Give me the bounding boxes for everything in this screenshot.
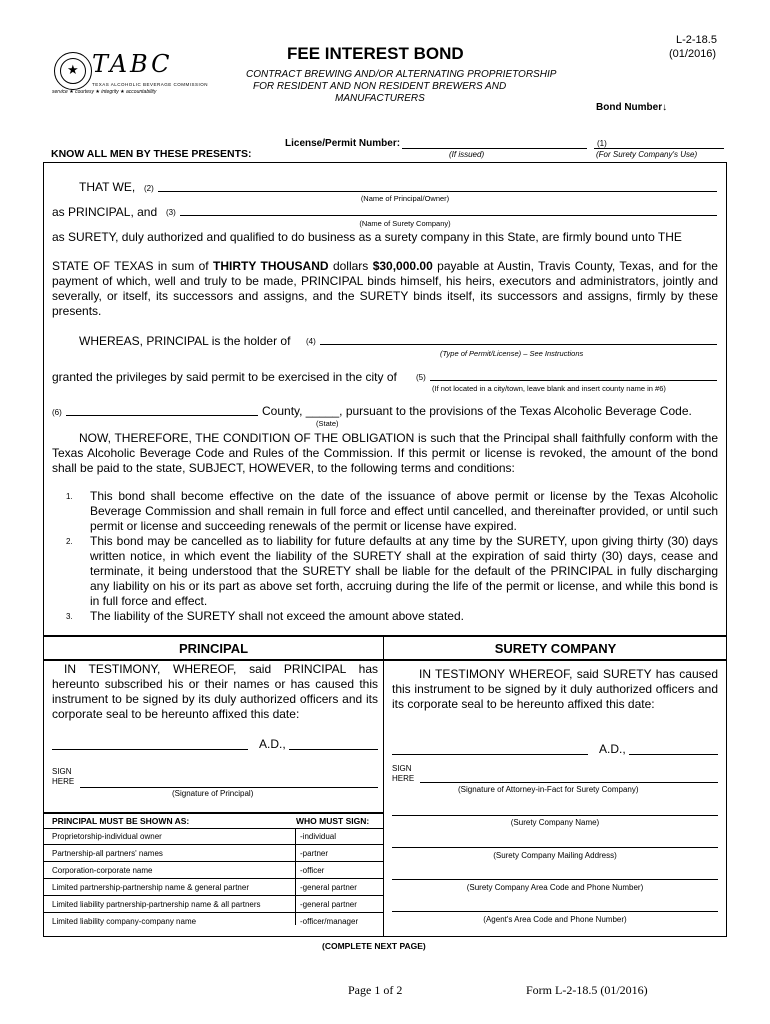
p1-c: dollars <box>332 259 369 273</box>
principal-date-field[interactable] <box>52 749 248 750</box>
surety-date-field[interactable] <box>392 754 588 755</box>
table-row <box>44 862 383 879</box>
principal-signature-caption: (Signature of Principal) <box>172 789 254 798</box>
license-number-field[interactable] <box>402 148 587 149</box>
texas-seal-icon: ★ <box>54 52 92 90</box>
surety-use-label: (For Surety Company's Use) <box>596 150 698 159</box>
entity-cell: Limited liability company-company name <box>52 917 197 926</box>
marker-6: (6) <box>52 408 62 417</box>
surety-mailing-caption: (Surety Company Mailing Address) <box>493 851 617 860</box>
page-title: FEE INTEREST BOND <box>287 44 464 63</box>
who-sign-header: WHO MUST SIGN: <box>296 816 370 826</box>
surety-name-field[interactable] <box>180 215 717 216</box>
term-item <box>66 489 718 534</box>
surety-year-field[interactable] <box>629 754 718 755</box>
table-row <box>44 879 383 896</box>
surety-mailing-field[interactable] <box>392 847 718 848</box>
subtitle-3: MANUFACTURERS <box>335 93 425 104</box>
principal-name-field[interactable] <box>158 191 717 192</box>
bond-number-label: Bond Number↓ <box>596 102 668 113</box>
surety-company-name-field[interactable] <box>392 815 718 816</box>
term-number: 2. <box>66 537 73 546</box>
principal-table-top <box>44 812 383 814</box>
principal-name-caption: (Name of Principal/Owner) <box>360 194 450 203</box>
as-principal-label: as PRINCIPAL, and <box>52 205 158 219</box>
surety-testimony: IN TESTIMONY WHEREOF, said SURETY has caused this instrument to be signed by it duly authorized officers and its corporate seal to be hereunto affixed this date: <box>392 667 718 711</box>
county-line: County, _____, pursuant to the provisions of the Texas Alcoholic Beverage Code. <box>262 404 692 418</box>
now-therefore-paragraph: NOW, THEREFORE, THE CONDITION OF THE OBLIGATION is such that the Principal shall faithfully conform with the Texas Alcoholic Beverage Code and Rules of the Commission. If this permit or license is revoked, the amount of the bond shall be paid to the state, SUBJECT, HOWEVER, to the following terms and conditions: <box>52 431 718 475</box>
table-row <box>44 845 383 862</box>
marker-1: (1) <box>597 139 607 148</box>
principal-table <box>44 828 383 929</box>
entity-cell: Limited liability partnership-partnership name & all partners <box>52 900 261 909</box>
subtitle-2: FOR RESIDENT AND NON RESIDENT BREWERS AND <box>253 81 507 92</box>
city-caption: (If not located in a city/town, leave blank and insert county name in #6) <box>432 384 666 393</box>
license-label: License/Permit Number: <box>285 138 401 149</box>
table-row <box>44 896 383 913</box>
principal-signature-field[interactable] <box>80 787 378 788</box>
term-text: The liability of the SURETY shall not exceed the amount above stated. <box>90 609 464 623</box>
signature-section-top <box>43 635 727 637</box>
surety-phone-caption: (Surety Company Area Code and Phone Number) <box>466 883 644 892</box>
signer-cell: -officer <box>300 866 325 875</box>
city-field[interactable] <box>430 380 717 381</box>
principal-testimony: IN TESTIMONY, WHEREOF, said PRINCIPAL has hereunto subscribed his or their names or has caused this instrument to be signed by its duly authorized officers and its corporate seal to be hereunto affixed this date: <box>52 662 378 721</box>
surety-heading-rule <box>384 659 727 661</box>
bond-number-field[interactable] <box>594 148 724 149</box>
logo-sub1: TEXAS ALCOHOLIC BEVERAGE COMMISSION <box>92 82 209 87</box>
surety-company-name-caption: (Surety Company Name) <box>510 818 600 827</box>
term-item <box>66 534 718 609</box>
logo-sub2: service ★ courtesy ★ integrity ★ accountability <box>52 89 157 95</box>
page-number: Page 1 of 2 <box>348 983 403 997</box>
term-text: This bond may be cancelled as to liability for future defaults at any time by the SURETY, upon giving thirty (30) days written notice, in which event the liability of the SURETY shall at the expiration of said thirty (30) days, cease and terminate, it being understood that the SURETY shall be liable for the default of the PRINCIPAL in fully discharging any liability on his or its part as above set forth, accruing during the life of the permit or license, and while this bond is in full force and effect. <box>90 534 718 608</box>
entity-cell: Limited partnership-partnership name & general partner <box>52 883 249 892</box>
signer-cell: -general partner <box>300 900 357 909</box>
signer-cell: -partner <box>300 849 329 858</box>
logo-text: TABC <box>92 50 173 78</box>
marker-4: (4) <box>306 337 316 346</box>
entity-cell: Proprietorship-individual owner <box>52 832 162 841</box>
entity-cell: Corporation-corporate name <box>52 866 153 875</box>
complete-next-page: (COMPLETE NEXT PAGE) <box>322 941 426 951</box>
surety-line: as SURETY, duly authorized and qualified to do business as a surety company in this State, are firmly bound unto THE <box>52 230 682 244</box>
p1-amount-words: THIRTY THOUSAND <box>213 259 329 273</box>
surety-here: HERE <box>392 774 415 783</box>
term-number: 1. <box>66 492 73 501</box>
county-field[interactable] <box>66 415 258 416</box>
signer-cell: -general partner <box>300 883 357 892</box>
column-divider <box>383 637 384 937</box>
principal-heading: PRINCIPAL <box>178 641 249 656</box>
term-item <box>66 609 718 624</box>
surety-name-caption: (Name of Surety Company) <box>359 219 451 228</box>
agent-phone-field[interactable] <box>392 911 718 912</box>
p1-a: STATE OF TEXAS in sum of <box>52 259 209 273</box>
surety-signature-field[interactable] <box>420 782 718 783</box>
marker-5: (5) <box>416 373 426 382</box>
signer-cell: -individual <box>300 832 337 841</box>
agent-phone-caption: (Agent's Area Code and Phone Number) <box>483 915 627 924</box>
term-number: 3. <box>66 612 73 621</box>
state-paragraph <box>52 259 718 319</box>
marker-3: (3) <box>166 208 176 217</box>
signer-column-divider <box>295 828 296 925</box>
form-date: (01/2016) <box>669 48 717 60</box>
table-row <box>44 828 383 845</box>
principal-here: HERE <box>52 777 75 786</box>
principal-heading-rule <box>44 659 383 661</box>
whereas-label: WHEREAS, PRINCIPAL is the holder of <box>79 334 291 348</box>
shown-as-header: PRINCIPAL MUST BE SHOWN AS: <box>52 816 190 826</box>
surety-heading: SURETY COMPANY <box>494 641 617 656</box>
that-we-label: THAT WE, <box>79 180 136 194</box>
surety-signature-caption: (Signature of Attorney-in-Fact for Surety Company) <box>458 785 639 794</box>
know-all-heading: KNOW ALL MEN BY THESE PRESENTS: <box>51 148 252 160</box>
surety-sign: SIGN <box>392 764 412 773</box>
permit-type-caption: (Type of Permit/License) – See Instructions <box>440 349 584 358</box>
signer-cell: -officer/manager <box>300 917 359 926</box>
entity-cell: Partnership-all partners' names <box>52 849 163 858</box>
state-caption: (State) <box>316 419 339 428</box>
p1-e: payable at Austin, Travis County, Texas, and for the payment of which, well and truly to be made, PRINCIPAL binds himself, his heirs, executors and administrators, jointly and severally, or itself, its successors and assigns, and the SURETY binds itself, its successors and assigns, firmly by these presents. <box>52 259 718 318</box>
terms-list <box>66 489 718 624</box>
form-code: L-2-18.5 <box>676 34 717 46</box>
surety-ad: A.D., <box>599 742 626 756</box>
principal-year-field[interactable] <box>289 749 378 750</box>
principal-ad: A.D., <box>259 737 286 751</box>
principal-sign: SIGN <box>52 767 72 776</box>
marker-2: (2) <box>144 184 154 193</box>
subtitle-1: CONTRACT BREWING AND/OR ALTERNATING PROPRIETORSHIP <box>246 69 557 80</box>
form-footer: Form L-2-18.5 (01/2016) <box>526 983 648 997</box>
term-text: This bond shall become effective on the date of the issuance of above permit or license by the Texas Alcoholic Beverage Commission and shall remain in full force and effect until cancelled, and thereinafter provided, or until such permit or license and succeeding renewals of the permit or license have expired. <box>90 489 718 533</box>
permit-type-field[interactable] <box>320 344 717 345</box>
p1-amount: $30,000.00 <box>372 259 433 273</box>
if-issued-label: (If issued) <box>449 150 485 159</box>
granted-label: granted the privileges by said permit to be exercised in the city of <box>52 370 397 384</box>
table-row <box>44 913 383 929</box>
surety-phone-field[interactable] <box>392 879 718 880</box>
